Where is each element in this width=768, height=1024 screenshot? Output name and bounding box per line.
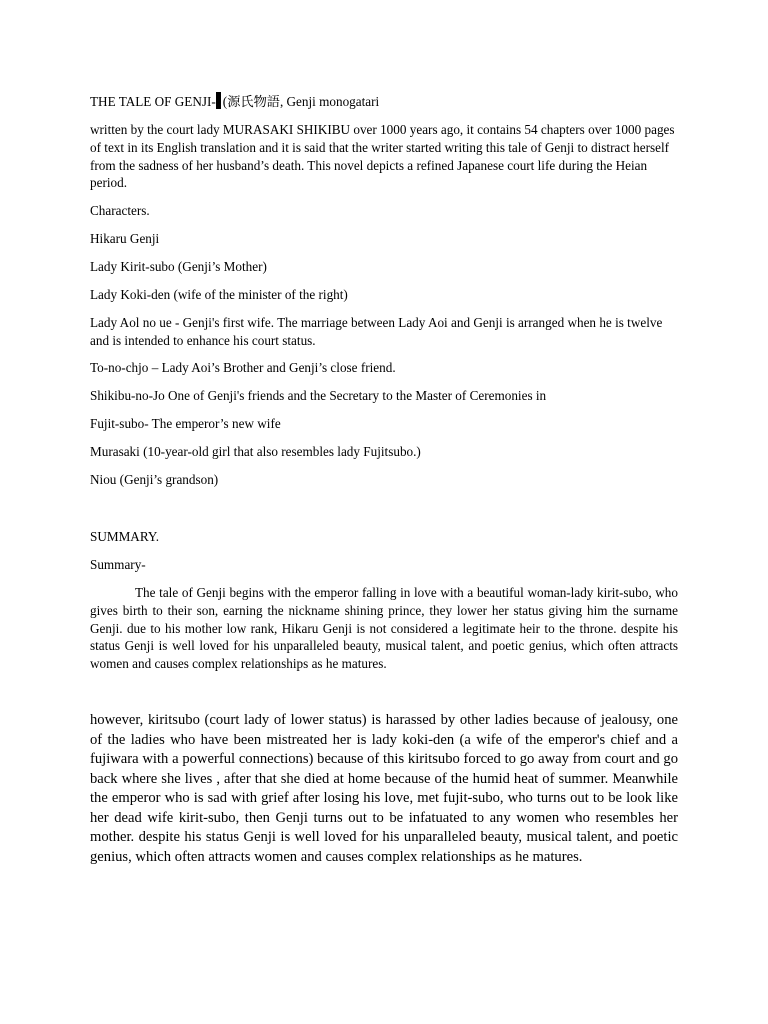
character-item: Fujit-subo- The emperor’s new wife (90, 416, 281, 431)
character-item: Lady Kirit-subo (Genji’s Mother) (90, 259, 267, 274)
summary-paragraph-2: however, kiritsubo (court lady of lower status) is harassed by other ladies because of jealousy, one of the ladies who have been mistreated her is lady koki-den (a wife of the emperor's chief and a fujiwara with a powerful connections) because of this kiritsubo forced to go away from court and go back where she lives , after that she died at home because of the humid heat of summer. Meanwhile the emperor who is sad with grief after losing his love, met fujit-subo, who turns out to be look like her dead wife kirit-subo, then Genji turns out to be infatuated to any women who resembles her mother. despite his status Genji is well loved for his unparalleled beauty, musical talent, and poetic genius, which often attracts women and causes complex relationships as he matures. (90, 712, 678, 865)
character-item: Niou (Genji’s grandson) (90, 472, 219, 487)
character-item: Lady Aol no ue - Genji's first wife. The marriage between Lady Aoi and Genji is arranged when he is twelve and is intended to enhance his court status. (90, 315, 663, 348)
intro-paragraph: written by the court lady MURASAKI SHIKIBU over 1000 years ago, it contains 54 chapters over 1000 pages of text in its English translation and it is said that the writer started writing this tale of Genji to distract herself from the sadness of her husband’s death. This novel depicts a refined Japanese court life during the Heian period. (90, 122, 675, 191)
character-item: Hikaru Genji (90, 231, 160, 246)
summary-heading: SUMMARY. (90, 529, 160, 544)
summary-subheading: Summary- (90, 557, 146, 572)
document-title (90, 92, 678, 111)
character-item: Murasaki (10-year-old girl that also resembles lady Fujitsubo.) (90, 444, 421, 459)
text-cursor (216, 92, 221, 109)
character-item: Lady Koki-den (wife of the minister of the right) (90, 287, 348, 302)
title-prefix: THE TALE OF GENJI- (90, 94, 216, 109)
characters-heading: Characters. (90, 203, 150, 218)
title-suffix: (源氏物語, Genji monogatari (222, 94, 380, 109)
summary-paragraph-1: The tale of Genji begins with the emperor falling in love with a beautiful woman-lady kirit-subo, who gives birth to their son, earning the nickname shining prince, they lower her status giving him the surname Genji. due to his mother low rank, Hikaru Genji is not considered a legitimate heir to the throne. despite his status Genji is well loved for his unparalleled beauty, musical talent, and poetic genius, which often attracts women and causes complex relationships as he matures. (90, 585, 678, 672)
character-item: Shikibu-no-Jo One of Genji's friends and the Secretary to the Master of Ceremonies in (90, 388, 547, 403)
character-item: To-no-chjo – Lady Aoi’s Brother and Genji’s close friend. (90, 360, 396, 375)
